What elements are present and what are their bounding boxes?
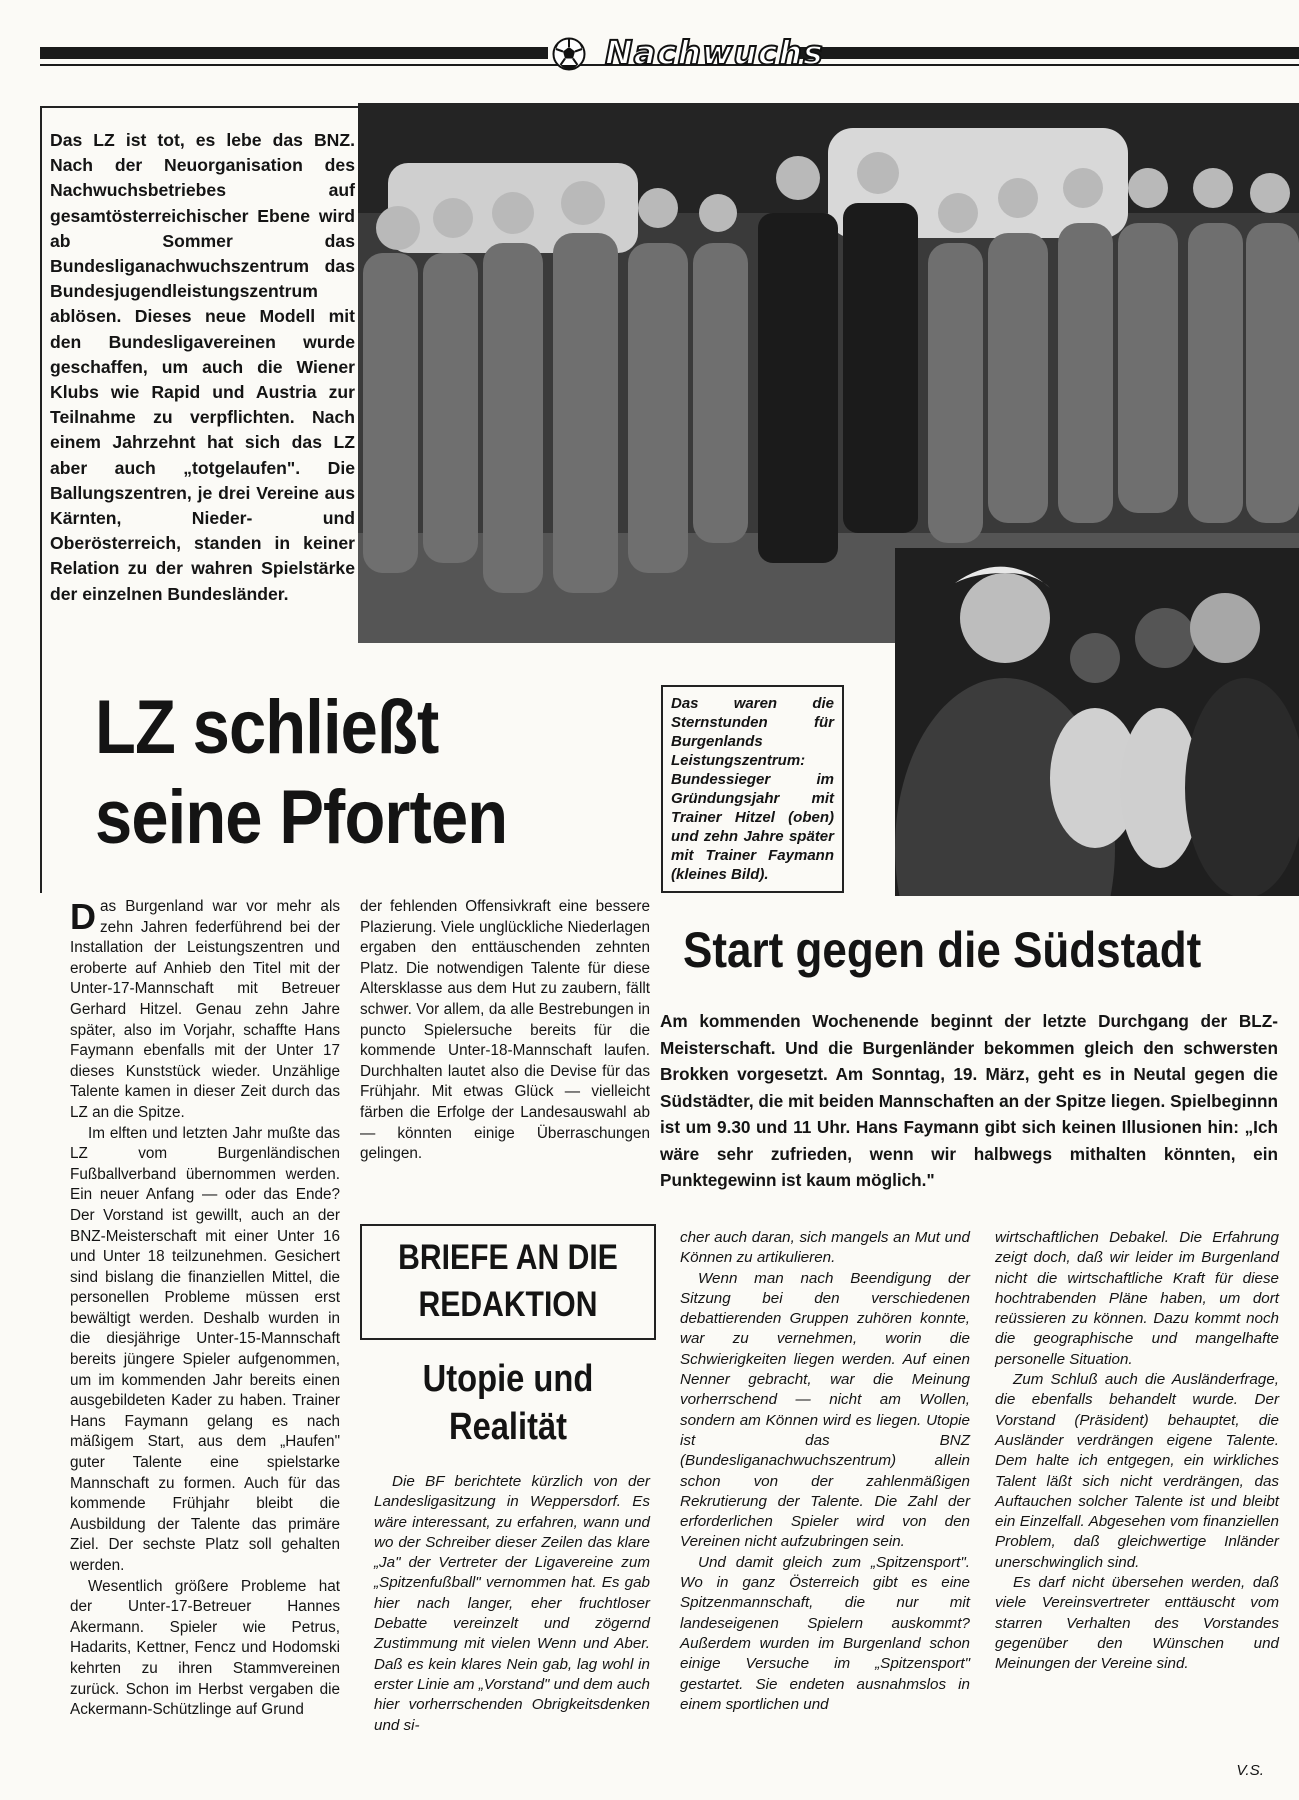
main-headline xyxy=(95,683,588,863)
intro-paragraph: Das LZ ist tot, es lebe das BNZ. Nach der Neuorganisation des Nachwuchsbetriebes auf gesamtösterreichischer Ebene wird ab Sommer das Bundesliganachwuchszentrum das Bundesjugendleistungszentrum ablösen. Dieses neue Modell mit den Bundesligavereinen wurde geschaffen, um auch die Wiener Klubs wie Rapid und Austria zur Teilnahme zu verpflichten. Nach einem Jahrzehnt hat sich das LZ aber auch „totgelaufen". Die Ballungszentren, je drei Vereine aus Kärnten, Nieder- und Oberösterreich, standen in keiner Relation zu der wahren Spielstärke der einzelnen Bundesländer. xyxy=(50,130,355,604)
letter-column-1 xyxy=(374,1472,650,1736)
main-article-p1: as Burgenland war vor mehr als zehn Jahren federführend bei der Installation der Leistungszentren und eroberte auf Anhieb den Titel mit der Unter-17-Mannschaft mit Betreuer Gerhard Hitzel. Genau zehn Jahre später, also im Vorjahr, schaffte Hans Faymann ebenfalls mit der Unter 17 dieses Kunststück wieder. Unzählige Talente kamen in dieser Zeit durch das LZ an die Spitze. xyxy=(70,898,340,1121)
main-article-col2-p1: der fehlenden Offensivkraft eine bessere Plazierung. Viele unglückliche Niederlagen ergaben den enttäuschenden zehnten Platz. Die notwendigen Talente für diese Altersklasse aus dem Hut zu zaubern, fällt schwer. Vor allem, da alle Bestrebungen in puncto Spielersuche bereits für die kommende Unter-18-Mannschaft laufen. Durchhalten lautet also die Devise für das Frühjahr. Mit etwas Glück — vielleicht färben die Erfolge der Landesauswahl ab — könnten einige Überraschungen gelingen. xyxy=(360,898,650,1163)
letter-headline-line-1: Utopie und xyxy=(422,1358,594,1400)
section-title: Nachwuchs xyxy=(605,33,824,72)
letter-headline xyxy=(391,1355,625,1451)
letter-column-3 xyxy=(995,1228,1279,1788)
letters-box-title xyxy=(391,1234,625,1328)
letters-title-line-2: REDAKTION xyxy=(418,1285,598,1324)
dropcap: D xyxy=(70,896,96,937)
letter-col3-p2: Zum Schluß auch die Ausländerfrage, die ebenfalls behandelt wurde. Der Vorstand (Präsident) behauptet, die Ausländer verdrängen eigene Talente. Dem halte ich entgegen, ein wirkliches Talent läßt sich nicht verdrängen, das Auftauchen solcher Talente ist und bleibt ein Einzelfall. Abgesehen vom finanziellen Problem, daß gleichwertige Inländer unerschwinglich sind. xyxy=(995,1371,1279,1571)
main-article-column-1 xyxy=(70,897,340,1721)
header-rule-right xyxy=(795,47,1299,59)
letter-col2-p1: cher auch daran, sich mangels an Mut und Können zu artikulieren. xyxy=(680,1229,970,1267)
letter-col2-p2: Wenn man nach Beendigung der Sitzung bei den verschiedenen debattierenden Gruppen zuhören konnte, war zu vernehmen, worin die Schwierigkeiten liegen werden. Auf einen Nenner gebracht, war die Meinung vorherrschend — nicht am Wollen, sondern am Können wird es liegen. Utopie ist das BNZ (Bundesliganachwuchszentrum) allein schon von der zahlenmäßigen Rekrutierung der Talente. Die Zahl der erforderlichen Spieler wird von den Vereinen nicht aufzubringen sein. xyxy=(680,1269,970,1551)
headline-line-1: LZ schließt xyxy=(95,685,439,770)
side-article-body: Am kommenden Wochenende beginnt der letzte Durchgang der BLZ-Meisterschaft. Und die Burgenländer bekommen gleich den schwersten Brokken vorgesetzt. Am Sonntag, 19. März, geht es in Neutal gegen die Südstädter, die mit beiden Mannschaften an der Spitze liegen. Spielbeginnn ist um 9.30 und 11 Uhr. Hans Faymann gibt sich keinen Illusionen hin: „Ich wäre sehr zufrieden, wenn wir halbwegs mithalten könnten, ein Punktegewinn ist kaum möglich." xyxy=(660,1011,1278,1190)
header-rule-left xyxy=(40,47,548,59)
letter-column-2 xyxy=(680,1228,970,1715)
soccer-ball-icon xyxy=(552,37,586,71)
letter-col3-p1: wirtschaftlichen Debakel. Die Erfahrung zeigt doch, daß wir leider im Burgenland nicht die wirtschaftliche Kraft für diese hochtrabenden Pläne haben, um dort reüssieren zu können. Dazu kommt noch die geographische und mangelhafte personelle Situation. xyxy=(995,1229,1279,1368)
side-article-title: Start gegen die Südstadt xyxy=(683,922,1202,978)
headline-line-2: seine Pforten xyxy=(95,775,508,860)
letter-headline-line-2: Realität xyxy=(448,1406,568,1448)
photo-caption: Das waren die Sternstunden für Burgenlands Leistungszentrum: Bundessieger im Gründungsjahr mit Trainer Hitzel (oben) und zehn Jahre später mit Trainer Faymann (kleines Bild). xyxy=(661,685,844,893)
letter-col2-p3: Und damit gleich zum „Spitzensport". Wo in ganz Österreich gibt es eine Spitzenmannschaft, die nur mit landeseigenen Spielern auskommt? Außerdem wurden im Burgenland schon einige Versuche im „Spitzensport" gestartet. Sie endeten ausnahmslos in einem sportlichen und xyxy=(680,1553,970,1713)
main-article-column-2 xyxy=(360,897,650,1165)
letter-signature: V.S. xyxy=(1236,1762,1264,1779)
main-article-p2: Im elften und letzten Jahr mußte das LZ vom Burgenländischen Fußballverband übernommen werden. Ein neuer Anfang — oder das Ende? Der Vorstand ist gewillt, auch an der BNZ-Meisterschaft mit einer Unter 16 und Unter 18 teilzunehmen. Gesichert sind bislang die finanziellen Mittel, die personellen Probleme müssen erst bewältigt werden. Deshalb wurden in die diesjährige Unter-15-Mannschaft bereits jüngere Spieler aufgenommen, um im kommenden Jahr bereits einen ausgebildeten Kader zu haben. Trainer Hans Faymann gelang es nach mäßigem Start, aus dem „Haufen" guter Talente eine spielstarke Mannschaft zu formen. Auch für das kommende Frühjahr bleibt die Ausbildung der Talente das primäre Ziel. Der sechste Platz soll gehalten werden. xyxy=(70,1124,340,1574)
team-photo-small xyxy=(895,548,1299,896)
letters-title-line-1: BRIEFE AN DIE xyxy=(398,1238,618,1277)
letter-col3-p3: Es darf nicht übersehen werden, daß viele Vereinsvertreter enttäuscht vom starren Verhalten des Vorstandes gegenüber den Wünschen und Meinungen der Vereine sind. xyxy=(995,1574,1279,1673)
main-article-p3: Wesentlich größere Probleme hat der Unter-17-Betreuer Hannes Akermann. Spieler wie Petrus, Hadarits, Kettner, Fencz und Hodomski kehrten zu ihren Stammvereinen zurück. Schon im Herbst vergaben die Ackermann-Schützlinge auf Grund xyxy=(70,1577,340,1719)
letter-col1-p1: Die BF berichtete kürzlich von der Landesligasitzung in Weppersdorf. Es wäre interessant, zu erfahren, wann und wo der Schreiber dieser Zeilen das klare „Ja" der Vertreter der Ligavereine zum „Spitzenfußball" vernommen hat. Es gab hier nach langer, eher fruchtloser Debatte vereinzelt und zögernd Zustimmung mit vielen Wenn und Aber. Daß es kein klares Nein gab, lag wohl in erster Linie am „Vorstand" und dem auch hier vorherrschenden Obrigkeitsdenken und si- xyxy=(374,1473,650,1734)
